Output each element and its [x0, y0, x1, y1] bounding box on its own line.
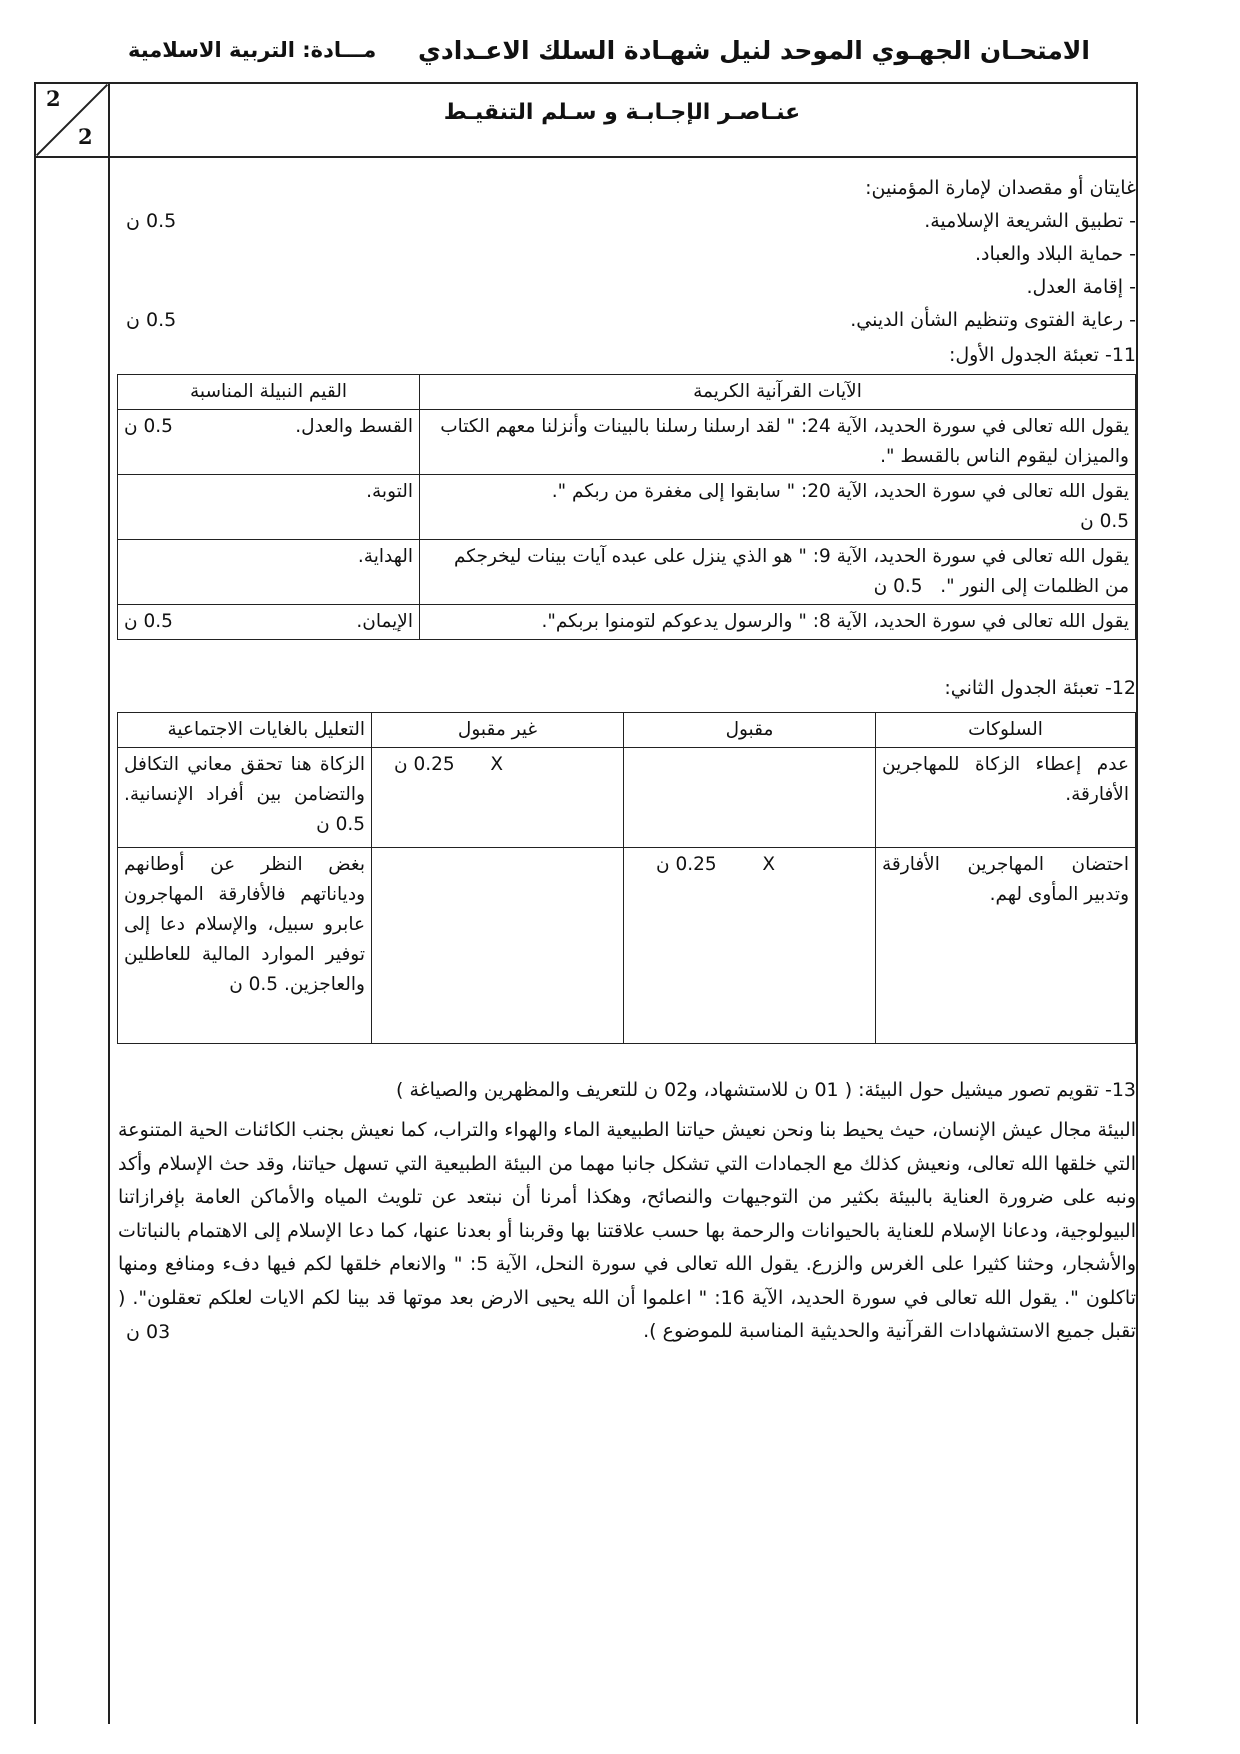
table-row — [118, 410, 1136, 475]
verse-cell: يقول الله تعالى في سورة الحديد، الآية 9: " هو الذي ينزل على عبده آيات بينات ليخرجكم من الظلمات إلى النور ". 0.5 ن — [420, 540, 1136, 605]
table-header: غير مقبول — [372, 713, 624, 748]
score: 0.25 ن — [656, 854, 717, 875]
reason-cell: بغض النظر عن أوطانهم ودياناتهم فالأفارقة المهاجرون عابرو سبيل، والإسلام دعا إلى توفير الموارد المالية للعاطلين والعاجزين. 0.5 ن — [118, 848, 372, 1044]
margin-rule — [108, 156, 110, 1724]
rejected-cell — [372, 748, 624, 848]
table-header: الآيات القرآنية الكريمة — [420, 375, 1136, 410]
table-row — [118, 848, 1136, 1044]
score: 0.5 ن — [126, 210, 177, 232]
q13-answer: البيئة مجال عيش الإنسان، حيث يحيط بنا ونحن نعيش حياتنا الطبيعية الماء والهواء والتراب، كما نعيش بجنب الكائنات الحية المتنوعة التي خلقها الله تعالى، ونعيش كذلك مع الجمادات التي تشكل جانبا مهما من البيئة الطبيعية التي تسهل حياتنا، وقد حث الإسلام وأكد ونبه على ضرورة العناية بالبيئة بكثير من التوجيهات والنصائح، وهكذا أمرنا أن نبتعد عن تلويث المياه والأماكن العامة بإفرازاتنا البيولوجية، ودعانا الإسلام للعناية بالحيوانات والرحمة بها حسب علاقتنا بها وقربنا أو بعدنا عنها، كما دعا الإسلام إلى الاهتمام بالنباتات والأشجار، وحثنا كثيرا على الغرس والزرع. يقول الله تعالى في سورة النحل، الآية 5: " والانعام خلقها لكم فيها دفء ومنافع ومنها تاكلون ". يقول الله تعالى في سورة الحديد، الآية 16: " اعلموا أن الله يحيى الارض بعد موتها قد بينا لكم الايات لعلكم تعقلون". ( تقبل جميع الاستشهادات القرآنية والحديثية المناسبة للموضوع ). — [118, 1119, 1136, 1342]
table-row — [118, 540, 1136, 605]
table-header: السلوكات — [876, 713, 1136, 748]
value-cell: التوبة. — [118, 475, 420, 540]
q11-title: 11- تعبئة الجدول الأول: — [948, 344, 1136, 366]
q10-item: - حماية البلاد والعباد. — [975, 243, 1136, 265]
value-cell: الهداية. — [118, 540, 420, 605]
check-mark: X — [490, 754, 503, 775]
score: 0.5 ن — [126, 309, 177, 331]
behavior-cell: عدم إعطاء الزكاة للمهاجرين الأفارقة. — [876, 748, 1136, 848]
table-header: التعليل بالغايات الاجتماعية — [118, 713, 372, 748]
value-cell: القسط والعدل. 0.5 ن — [118, 410, 420, 475]
exam-title: الامتحـان الجهـوي الموحد لنيل شهـادة السلك الاعـدادي — [418, 36, 1090, 65]
page-number-box — [36, 84, 110, 156]
q10-item: - رعاية الفتوى وتنظيم الشأن الديني. 0.5 ن — [118, 304, 1136, 337]
table-header: مقبول — [624, 713, 876, 748]
q10-item: - تطبيق الشريعة الإسلامية. 0.5 ن — [118, 205, 1136, 238]
behavior-cell: احتضان المهاجرين الأفارقة وتدبير المأوى لهم. — [876, 848, 1136, 1044]
page-current: 2 — [46, 86, 61, 111]
rejected-cell — [372, 848, 624, 1044]
score: 03 ن — [126, 1320, 171, 1343]
verse-cell: يقول الله تعالى في سورة الحديد، الآية 20: " سابقوا إلى مغفرة من ربكم ". 0.5 ن — [420, 475, 1136, 540]
q13-title: 13- تقويم تصور ميشيل حول البيئة: ( 01 ن للاستشهاد، و02 ن للتعريف والمظهرين والصياغة ) — [396, 1079, 1136, 1101]
check-mark: X — [762, 854, 775, 875]
table-row — [118, 605, 1136, 640]
frame-header-row — [36, 84, 1136, 158]
table-row — [118, 475, 1136, 540]
verse-cell: يقول الله تعالى في سورة الحديد، الآية 8: " والرسول يدعوكم لتومنوا بربكم". — [420, 605, 1136, 640]
accepted-cell — [624, 748, 876, 848]
verses-values-table — [117, 374, 1136, 640]
q10-item: - إقامة العدل. — [1026, 276, 1136, 298]
score: 0.25 ن — [394, 754, 455, 775]
accepted-cell — [624, 848, 876, 1044]
answer-content — [118, 172, 1136, 1349]
table-row — [118, 748, 1136, 848]
subject-label: مـــادة: التربية الاسلامية — [128, 38, 377, 62]
q12-title: 12- تعبئة الجدول الثاني: — [944, 677, 1136, 699]
page-total: 2 — [78, 124, 93, 149]
frame-heading: عنـاصـر الإجـابـة و سـلم التنقيـط — [443, 100, 801, 125]
q10-intro: غايتان أو مقصدان لإمارة المؤمنين: — [865, 177, 1136, 199]
reason-cell: الزكاة هنا تحقق معاني التكافل والتضامن بين أفراد الإنسانية. 0.5 ن — [118, 748, 372, 848]
value-cell: الإيمان. 0.5 ن — [118, 605, 420, 640]
table-header: القيم النبيلة المناسبة — [118, 375, 420, 410]
verse-cell: يقول الله تعالى في سورة الحديد، الآية 24: " لقد ارسلنا رسلنا بالبينات وأنزلنا معهم الكتاب والميزان ليقوم الناس بالقسط ". — [420, 410, 1136, 475]
behaviors-table — [117, 712, 1136, 1044]
